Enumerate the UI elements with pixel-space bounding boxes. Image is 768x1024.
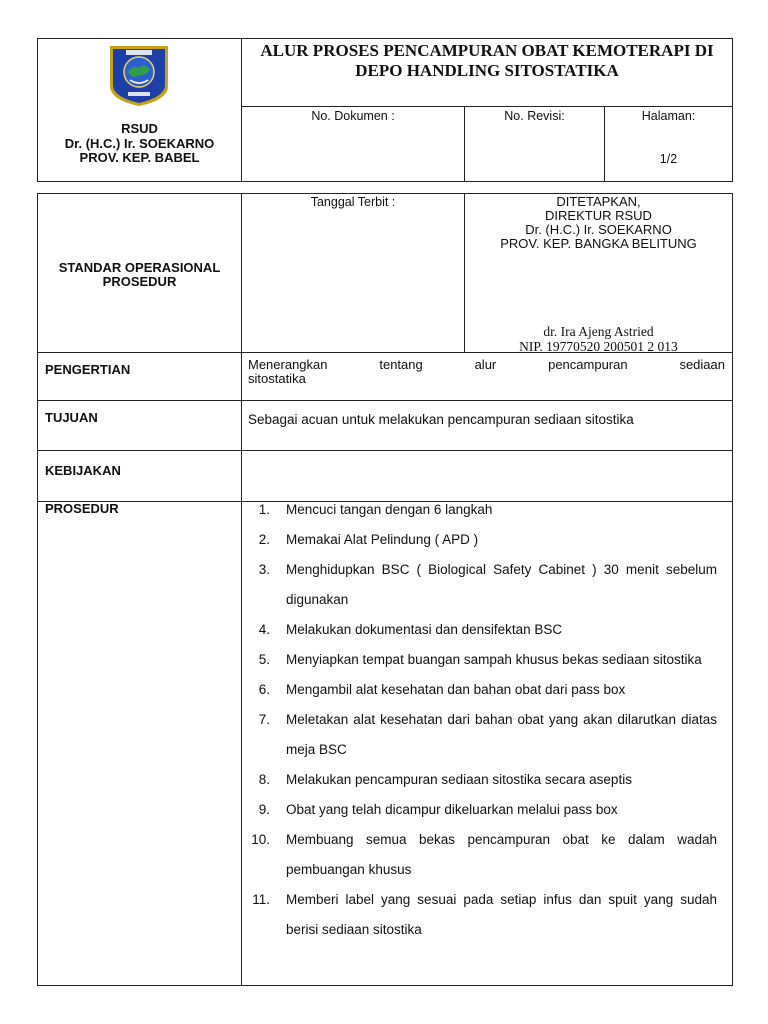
prosedur-step (242, 705, 717, 765)
prosedur-label: PROSEDUR (45, 501, 119, 516)
hospital-identity-cell (38, 39, 242, 182)
step-number: 6. (258, 682, 270, 697)
step-text: Melakukan pencampuran sediaan sitostika secara aseptis (286, 772, 632, 787)
step-number: 4. (258, 622, 270, 637)
tujuan-text: Sebagai acuan untuk melakukan pencampuran sediaan sitostika (242, 401, 733, 451)
ditetapkan-line-4: PROV. KEP. BANGKA BELITUNG (500, 236, 697, 251)
step-text: Memberi label yang sesuai pada setiap infus dan spuit yang sudah berisi sediaan sitostika (286, 892, 717, 937)
prosedur-step (242, 615, 717, 645)
sop-content-table (37, 193, 733, 986)
halaman-value: 1/2 (659, 152, 678, 166)
provincial-emblem-icon (106, 42, 172, 108)
step-number: 7. (258, 712, 270, 727)
prosedur-steps-cell (242, 502, 733, 986)
tujuan-label: TUJUAN (38, 401, 242, 451)
kebijakan-text (242, 451, 733, 502)
prosedur-step (242, 795, 717, 825)
step-number: 3. (258, 562, 270, 577)
step-number: 10. (251, 832, 270, 847)
document-title (242, 39, 733, 107)
step-text: Membuang semua bekas pencampuran obat ke dalam wadah pembuangan khusus (286, 832, 717, 877)
step-text: Obat yang telah dicampur dikeluarkan melalui pass box (286, 802, 618, 817)
halaman-label: Halaman: (641, 109, 696, 123)
pengertian-line-2: sitostatika (248, 371, 306, 386)
step-text: Menyiapkan tempat buangan sampah khusus bekas sediaan sitostika (286, 652, 702, 667)
ditetapkan-cell (465, 194, 733, 353)
prosedur-step (242, 765, 717, 795)
step-text: Menghidupkan BSC ( Biological Safety Cabinet ) 30 menit sebelum digunakan (286, 562, 717, 607)
prosedur-label-cell (38, 502, 242, 986)
pengertian-line-1: Menerangkan tentang alur pencampuran sediaan (248, 357, 725, 372)
step-number: 8. (258, 772, 270, 787)
step-number: 5. (258, 652, 270, 667)
step-text: Memakai Alat Pelindung ( APD ) (286, 532, 479, 547)
step-text: Mencuci tangan dengan 6 langkah (286, 502, 493, 517)
tanggal-terbit-cell (242, 194, 465, 353)
no-revisi-label: No. Revisi: (504, 109, 565, 123)
sop-label-cell (38, 194, 242, 353)
title-line-2: DEPO HANDLING SITOSTATIKA (355, 61, 619, 80)
step-number: 1. (258, 502, 270, 517)
prosedur-step (242, 525, 717, 555)
org-line-1: RSUD (121, 121, 158, 136)
prosedur-step (242, 675, 717, 705)
step-number: 2. (258, 532, 270, 547)
sop-label-line-1: STANDAR OPERASIONAL (58, 260, 221, 275)
signer-nip: NIP. 19770520 200501 2 013 (519, 339, 678, 354)
org-line-2: Dr. (H.C.) Ir. SOEKARNO (64, 135, 215, 151)
prosedur-steps-list (242, 495, 732, 945)
halaman-cell (605, 107, 733, 182)
prosedur-step (242, 495, 717, 525)
signer-name: dr. Ira Ajeng Astried (543, 324, 654, 339)
prosedur-step (242, 645, 717, 675)
ditetapkan-line-2: DIREKTUR RSUD (545, 208, 652, 223)
prosedur-step (242, 825, 717, 885)
prosedur-step (242, 555, 717, 615)
no-revisi-cell (465, 107, 605, 182)
tanggal-terbit-label: Tanggal Terbit : (310, 195, 396, 209)
pengertian-label: PENGERTIAN (38, 353, 242, 401)
org-line-3: PROV. KEP. BABEL (79, 150, 200, 165)
title-line-1: ALUR PROSES PENCAMPURAN OBAT KEMOTERAPI DI (260, 41, 714, 60)
step-text: Mengambil alat kesehatan dan bahan obat dari pass box (286, 682, 626, 697)
no-dokumen-cell (242, 107, 465, 182)
sop-label-line-2: PROSEDUR (102, 274, 177, 289)
ditetapkan-line-3: Dr. (H.C.) Ir. SOEKARNO (525, 222, 672, 237)
prosedur-step (242, 885, 717, 945)
step-text: Meletakan alat kesehatan dari bahan obat yang akan dilarutkan diatas meja BSC (286, 712, 717, 757)
document-header-table (37, 38, 733, 182)
step-text: Melakukan dokumentasi dan densifektan BSC (286, 622, 563, 637)
pengertian-text (242, 353, 733, 401)
step-number: 9. (258, 802, 270, 817)
ditetapkan-line-1: DITETAPKAN, (556, 194, 641, 209)
no-dokumen-label: No. Dokumen : (311, 109, 395, 123)
hospital-name (38, 122, 241, 166)
step-number: 11. (252, 892, 270, 907)
kebijakan-label: KEBIJAKAN (38, 451, 242, 502)
